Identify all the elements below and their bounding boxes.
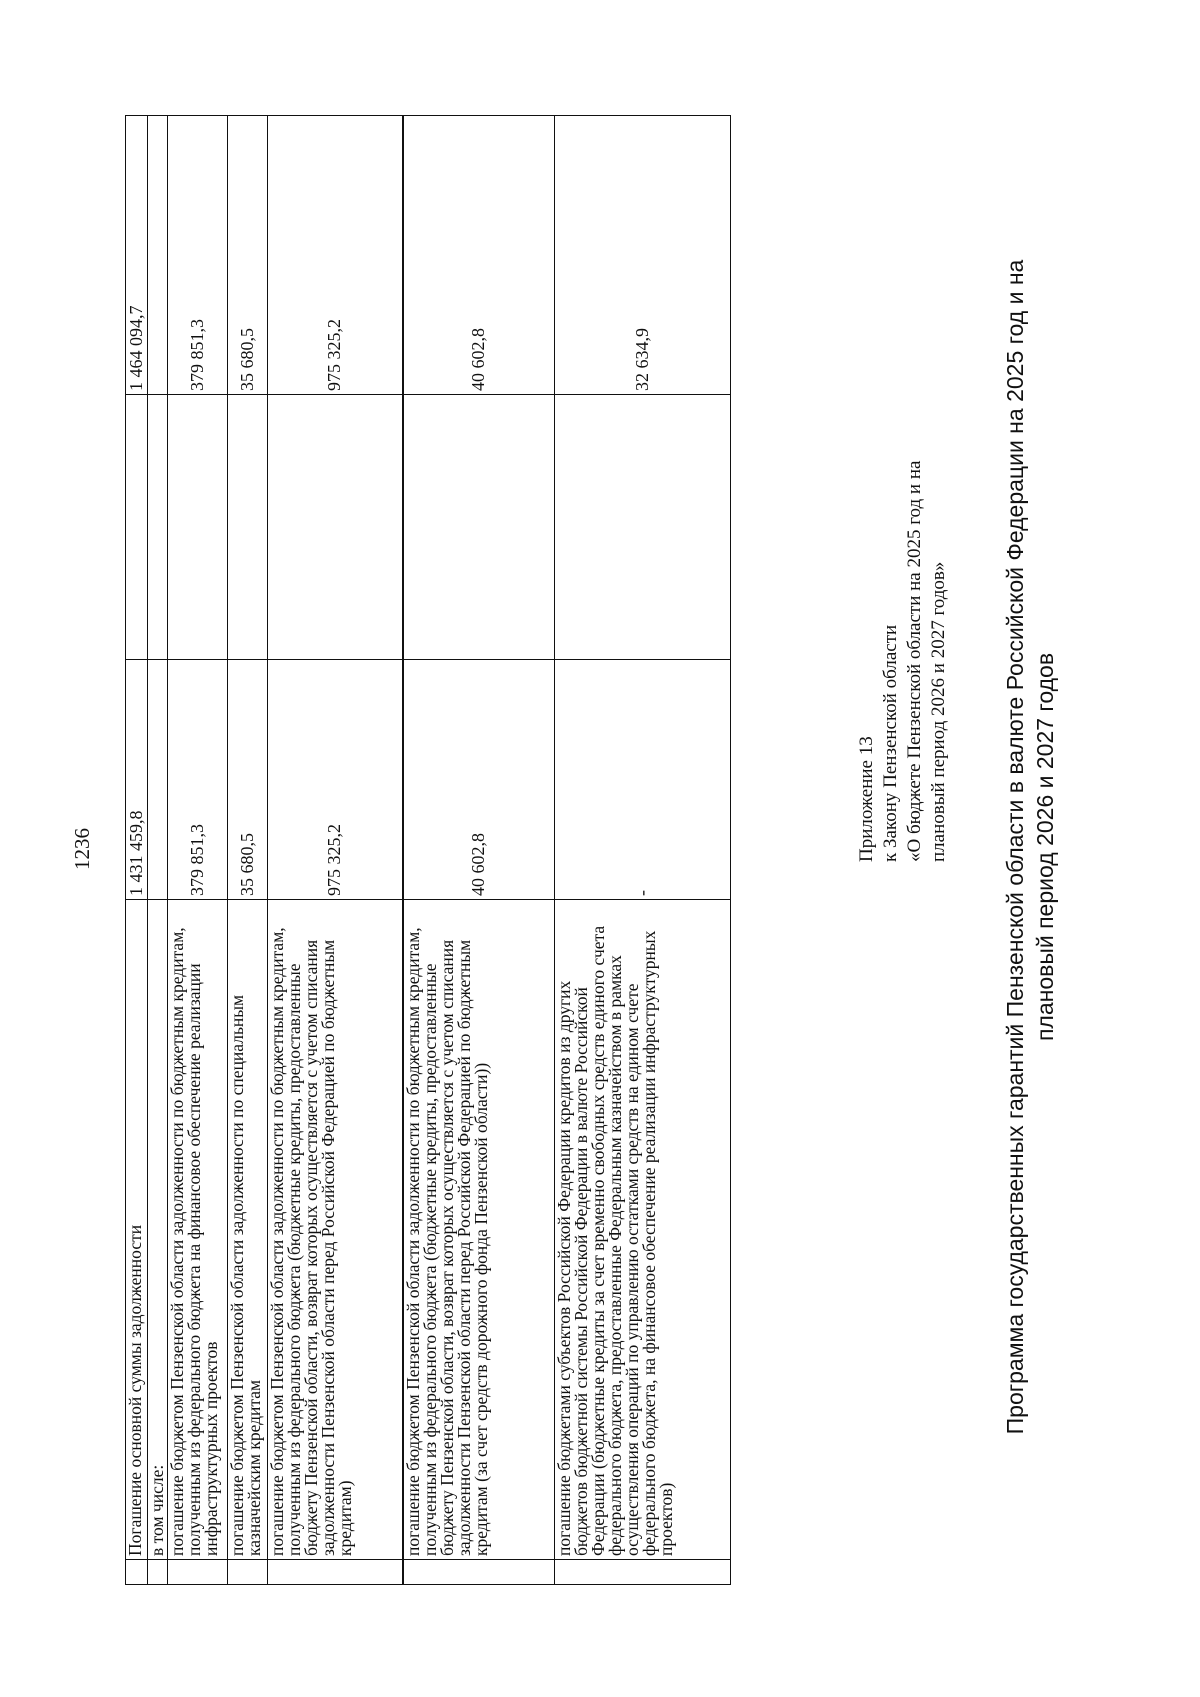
- program-title-line: Программа государственных гарантий Пензенской области в валюте Российской Федерации на 2025 год и на: [1002, 259, 1028, 1435]
- table-row: [126, 116, 148, 1585]
- value-2025: 1 431 459,8: [126, 660, 148, 900]
- appendix-law-title: «О бюджете Пензенской области на 2025 год и на: [904, 460, 925, 862]
- row-description: в том числе:: [148, 900, 168, 1560]
- value-2026: [403, 395, 555, 660]
- appendix-law-title-cont: плановый период 2026 и 2027 годов»: [928, 561, 949, 862]
- value-2026: [148, 395, 168, 660]
- debt-repayment-table: [125, 115, 731, 1585]
- value-2026: [228, 395, 268, 660]
- row-description: Погашение основной суммы задолженности: [126, 900, 148, 1560]
- row-lead-cell: [403, 1560, 555, 1585]
- row-description: погашение бюджетом Пензенской области задолженности по бюджетным кредитам, полученным из федерального бюджета (бюджетные кредиты, предоставленные бюджету Пензенской области, возврат которых осуществляется с учетом списания задолженности Пензенской области перед Российской Федерацией по бюджетным кредитам): [268, 900, 403, 1560]
- value-2025: -: [555, 660, 731, 900]
- table-row: [168, 116, 228, 1585]
- value-2025: 975 325,2: [268, 660, 403, 900]
- row-lead-cell: [228, 1560, 268, 1585]
- row-lead-cell: [126, 1560, 148, 1585]
- table-row: [403, 116, 555, 1585]
- appendix-caption: [855, 461, 951, 862]
- value-2027: [148, 116, 168, 395]
- value-2025: [148, 660, 168, 900]
- value-2025: 379 851,3: [168, 660, 228, 900]
- row-lead-cell: [148, 1560, 168, 1585]
- value-2027: 975 325,2: [268, 116, 403, 395]
- appendix-number: Приложение 13: [856, 736, 877, 862]
- row-lead-cell: [555, 1560, 731, 1585]
- value-2027: 1 464 094,7: [126, 116, 148, 395]
- row-description: погашение бюджетом Пензенской области задолженности по бюджетным кредитам, полученным из федерального бюджета на финансовое обеспечение реализации инфраструктурных проектов: [168, 900, 228, 1560]
- program-title: [1000, 167, 1060, 1527]
- value-2027: 35 680,5: [228, 116, 268, 395]
- table-row: [555, 116, 731, 1585]
- value-2026: [268, 395, 403, 660]
- appendix-law-reference: к Закону Пензенской области: [880, 624, 901, 862]
- program-title-line: плановый период 2026 и 2027 годов: [1032, 652, 1058, 1042]
- row-lead-cell: [168, 1560, 228, 1585]
- value-2026: [555, 395, 731, 660]
- value-2025: 40 602,8: [403, 660, 555, 900]
- value-2027: 40 602,8: [403, 116, 555, 395]
- row-description: погашение бюджетом Пензенской области задолженности по бюджетным кредитам, полученным из федерального бюджета (бюджетные кредиты, предоставленные бюджету Пензенской области, возврат которых осуществляется с учетом списания задолженности Пензенской области перед Российской Федерацией по бюджетным кредитам (за счет средств дорожного фонда Пензенской области)): [403, 900, 555, 1560]
- value-2026: [126, 395, 148, 660]
- rotated-page: 1236 Погашение основной суммы задолженности 1 431 459,8 1 464 094,7 в том числе: погашение бюджетом Пензенской области задолженности по бюджетным кредитам, полученным из федерального бюджета на финансовое обеспечение реализации инфраструктурных проектов 379 851,3 379 851,3 погашение бюджетом Пензенской области задолженности по специальным казначейским кредитам 35 680,5 35 680,5 погашение бюджетом Пензенской области задолженности по бюджетным кредитам, полученным из федерального бюджета (бюджетные кредиты, предоставленные бюджету Пензенской области, возврат которых осуществляется с учетом списания задолженности Пензенской области перед Российской Федерацией по бюджетным кредитам) 975 325,2 975 325,2 погашение бюджетом Пензенской области задолженности по бюджетным кредитам, полученным из федерального бюджета (бюджетные кредиты, предоставленные бюджету Пензенской области, возврат которых осуществляется с учетом списания задолженности Пензенской области перед Российской Федерацией по бюджетным кредитам (за счет средств дорожного фонда Пензенской области)) 40 602,8 40 602,8 погашение бюджетами субъектов Российской Федерации кредитов из других бюджетов бюджетной системы Российской Федерации в валюте Российской Федерации (бюджетные кредиты за счет временно свободных средств единого счета федерального бюджета, предоставленные Федеральным казначейством в рамках осуществления операций по управлению остатками средств на едином счете федерального бюджета, на финансовое обеспечение реализации инфраструктурных проектов) - 32 634,9 Приложение 13 к Закону Пензенской области «О бюджете Пензенской области на 2025 год и на плановый период 2026 и 2027 годов» Программа государственных гарантий Пензенской области в валюте Российской Федерации на 2025 год и на плановый период 2026 и 2027 годов: [0, 0, 1200, 1697]
- row-description: погашение бюджетом Пензенской области задолженности по специальным казначейским кредитам: [228, 900, 268, 1560]
- value-2027: 379 851,3: [168, 116, 228, 395]
- value-2025: 35 680,5: [228, 660, 268, 900]
- row-description: погашение бюджетами субъектов Российской Федерации кредитов из других бюджетов бюджетной системы Российской Федерации в валюте Российской Федерации (бюджетные кредиты за счет временно свободных средств единого счета федерального бюджета, предоставленные Федеральным казначейством в рамках осуществления операций по управлению остатками средств на едином счете федерального бюджета, на финансовое обеспечение реализации инфраструктурных проектов): [555, 900, 731, 1560]
- row-lead-cell: [268, 1560, 403, 1585]
- value-2026: [168, 395, 228, 660]
- table-row: [268, 116, 403, 1585]
- value-2027: 32 634,9: [555, 116, 731, 395]
- table-row: [148, 116, 168, 1585]
- table-row: [228, 116, 268, 1585]
